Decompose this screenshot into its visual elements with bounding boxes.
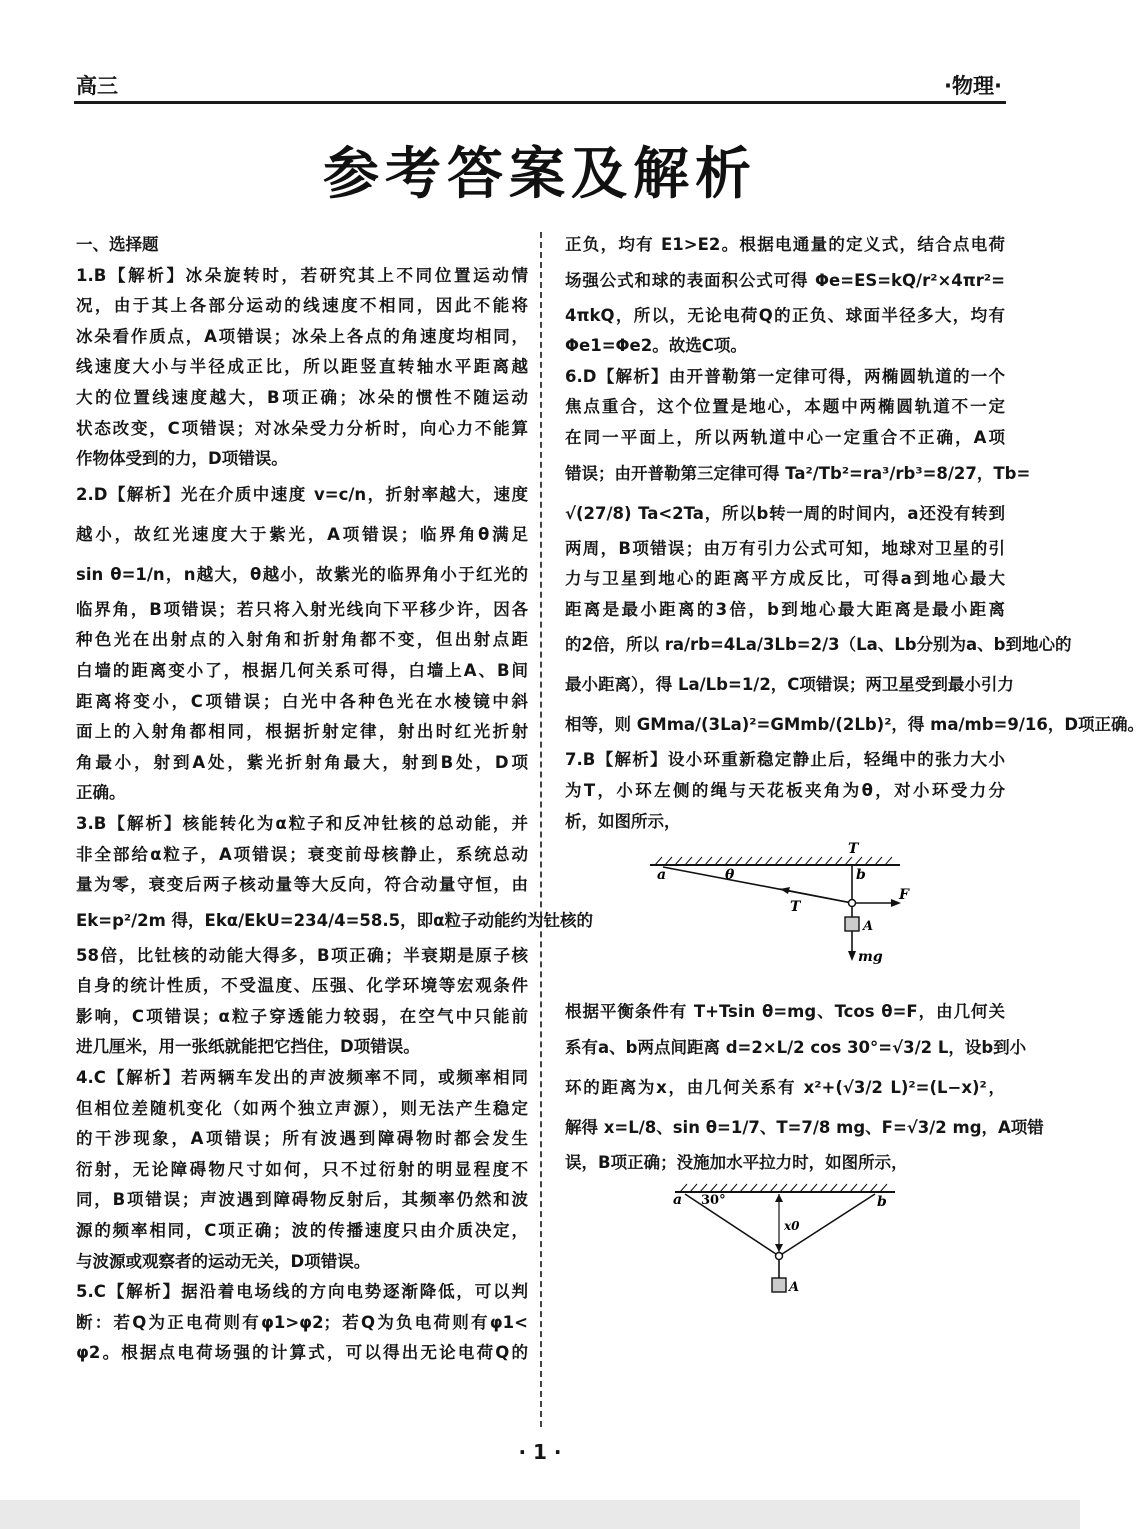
text-line: 大的位置线速度越大，B项正确；冰朵的惯性不随运动	[76, 387, 528, 407]
text-line: 的2倍，所以 ra/rb=4La/3Lb=2/3（La、Lb分别为a、b到地心的	[565, 635, 1072, 655]
text-line: 状态改变，C项错误；对冰朵受力分析时，向心力不能算	[76, 418, 528, 438]
page-title: 参考答案及解析	[323, 142, 757, 207]
left-column	[76, 230, 593, 1369]
text-line: 临界角，B项错误；若只将入射光线向下平移少许，因各	[76, 599, 528, 619]
header-subject: ·物理·	[944, 74, 1002, 98]
text-line: 正负，均有 E1>E2。根据电通量的定义式，结合点电荷	[565, 235, 1005, 254]
text-line: 在同一平面上，所以两轨道中心一定重合不正确，A项	[565, 427, 1005, 447]
text-line: 场强公式和球的表面积公式可得 Φe=ES=kQ/r²×4πr²=	[565, 270, 1005, 290]
text-line: 6.D【解析】由开普勒第一定律可得，两椭圆轨道的一个	[565, 366, 1005, 386]
text-line: 误，B项正确；没施加水平拉力时，如图所示，	[565, 1152, 908, 1172]
label-block-a: A	[789, 1280, 800, 1296]
label-tension-t: T	[790, 899, 801, 916]
text-line: 7.B【解析】设小环重新稳定静止后，轻绳中的张力大小	[565, 750, 1005, 770]
text-line: √(27/8) Ta<2Ta，所以b转一周的时间内，a还没有转到	[565, 503, 1005, 523]
text-line: 系有a、b两点间距离 d=2×L/2 cos 30°=√3/2 L，设b到小	[565, 1037, 1027, 1057]
text-line: 错误；由开普勒第三定律可得 Ta²/Tb²=ra³/rb³=8/27，Tb=	[565, 463, 1031, 483]
header-rule	[74, 101, 1006, 104]
text-line: 最小距离），得 La/Lb=1/2，C项错误；两卫星受到最小引力	[565, 675, 1014, 695]
right-column	[565, 230, 1144, 1303]
bottom-band	[0, 1500, 1080, 1529]
text-line: 影响，C项错误；α粒子穿透能力较弱，在空气中只能前	[76, 1006, 528, 1026]
text-line: 4πkQ，所以，无论电荷Q的正负、球面半径多大，均有	[565, 305, 1005, 325]
text-line: 焦点重合，这个位置是地心，本题中两椭圆轨道不一定	[565, 397, 1005, 417]
label-distance-x0: x0	[784, 1219, 800, 1234]
text-line: 1.B【解析】冰朵旋转时，若研究其上不同位置运动情	[76, 265, 528, 285]
text-line: 非全部给α粒子，A项错误；衰变前母核静止，系统总动	[76, 844, 528, 864]
text-line: Φe1=Φe2。故选C项。	[565, 336, 747, 356]
label-point-a: a	[657, 867, 667, 884]
force-diagram-1-svg	[565, 837, 1005, 997]
text-line: 源的频率相同，C项正确；波的传播速度只由介质决定，	[76, 1221, 528, 1241]
text-line: 解得 x=L/8、sin θ=1/7、T=7/8 mg、F=√3/2 mg，A项错	[565, 1117, 1044, 1137]
text-line: 为T，小环左侧的绳与天花板夹角为θ，对小环受力分	[565, 780, 1005, 800]
label-point-a: a	[673, 1192, 683, 1209]
text-line: 的干涉现象，A项错误；所有波遇到障碍物时都会发生	[76, 1129, 528, 1149]
column-divider	[540, 232, 543, 1427]
label-point-b: b	[877, 1194, 887, 1211]
text-line: 作物体受到的力，D项错误。	[76, 449, 288, 469]
text-line: 析，如图所示，	[565, 811, 681, 831]
text-line: 自身的统计性质，不受温度、压强、化学环境等宏观条件	[76, 976, 528, 996]
text-line: 两周，B项错误；由万有引力公式可知，地球对卫星的引	[565, 538, 1005, 558]
force-diagram-2-svg	[565, 1178, 1005, 1303]
text-line: 4.C【解析】若两辆车发出的声波频率不同，或频率相同	[76, 1068, 528, 1088]
text-line: 3.B【解析】核能转化为α粒子和反冲钍核的总动能，并	[76, 813, 528, 833]
force-diagram-1	[565, 837, 1005, 997]
text-line: 越小，故红光速度大于紫光，A项错误；临界角θ满足	[76, 524, 528, 544]
text-line: 5.C【解析】据沿着电场线的方向电势逐渐降低，可以判	[76, 1282, 528, 1302]
text-line: 白墙的距离变小了，根据几何关系可得，白墙上A、B间	[76, 660, 528, 680]
text-line: 距离是最小距离的3倍，b到地心最大距离是最小距离	[565, 599, 1005, 619]
text-line: 角最小，射到A处，紫光折射角最大，射到B处，D项	[76, 752, 528, 772]
label-point-b: b	[856, 867, 866, 884]
text-line: 2.D【解析】光在介质中速度 v=c/n，折射率越大，速度	[76, 484, 528, 504]
label-block-a: A	[863, 919, 874, 935]
text-line: 衍射，无论障碍物尺寸如何，只不过衍射的明显程度不	[76, 1159, 528, 1179]
text-line: 但相位差随机变化（如两个独立声源），则无法产生稳定	[76, 1098, 528, 1118]
text-line: Ek=p²/2m 得，Ekα/EkU=234/4=58.5，即α粒子动能约为钍核的	[76, 910, 593, 930]
text-line: 正确。	[76, 783, 126, 803]
label-angle-theta: θ	[725, 867, 735, 884]
label-angle-30: 30°	[701, 1193, 726, 1209]
force-diagram-2	[565, 1178, 1005, 1303]
text-line: 进几厘米，用一张纸就能把它挡住，D项错误。	[76, 1037, 420, 1057]
text-line: 同，B项错误；声波遇到障碍物反射后，其频率仍然和波	[76, 1190, 528, 1210]
text-line: 根据平衡条件有 T+Tsin θ=mg、Tcos θ=F，由几何关	[565, 1002, 1005, 1022]
text-line: 距离将变小，C项错误；白光中各种色光在水棱镜中斜	[76, 691, 528, 711]
label-weight-mg: mg	[858, 949, 883, 966]
header-grade: 高三	[76, 74, 118, 98]
text-line: 线速度大小与半径成正比，所以距竖直转轴水平距离越	[76, 357, 528, 377]
text-line: 断：若Q为正电荷则有φ1>φ2；若Q为负电荷则有φ1<	[76, 1312, 528, 1332]
text-line: 力与卫星到地心的距离平方成反比，可得a到地心最大	[565, 569, 1005, 589]
text-line: 环的距离为x，由几何关系有 x²+(√3/2 L)²=(L−x)²，	[565, 1077, 1005, 1097]
label-force-f: F	[899, 887, 909, 904]
text-line: 冰朵看作质点，A项错误；冰朵上各点的角速度均相同，	[76, 326, 528, 346]
text-line: 58倍，比钍核的动能大得多，B项正确；半衰期是原子核	[76, 945, 528, 965]
text-line: 面上的入射角都相同，根据折射定律，射出时红光折射	[76, 722, 528, 742]
page-number: · 1 ·	[518, 1440, 562, 1464]
section-heading: 一、选择题	[76, 235, 159, 254]
text-line: 况，由于其上各部分运动的线速度不相同，因此不能将	[76, 296, 528, 316]
text-line: 与波源或观察者的运动无关，D项错误。	[76, 1251, 371, 1271]
text-line: φ2。根据点电荷场强的计算式，可以得出无论电荷Q的	[76, 1343, 528, 1363]
text-line: sin θ=1/n，n越大，θ越小，故紫光的临界角小于红光的	[76, 564, 528, 584]
label-tension-top: T	[848, 841, 859, 858]
text-line: 种色光在出射点的入射角和折射角都不变，但出射点距	[76, 630, 528, 650]
text-line: 量为零，衰变后两子核动量等大反向，符合动量守恒，由	[76, 875, 528, 895]
text-line: 相等，则 GMma/(3La)²=GMmb/(2Lb)²，得 ma/mb=9/16，D项正确。	[565, 715, 1144, 735]
